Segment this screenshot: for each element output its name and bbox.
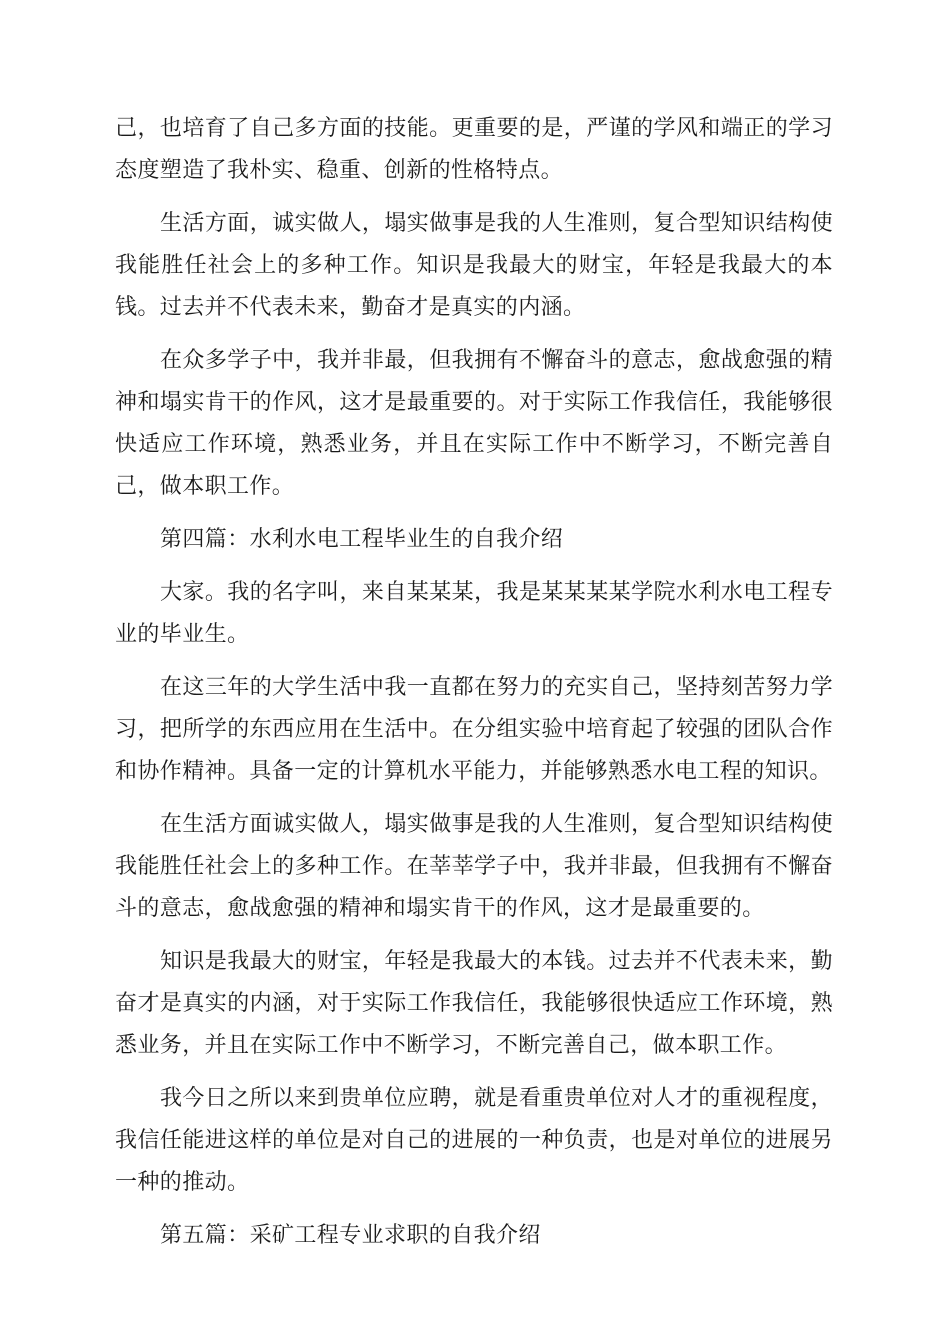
paragraph-continuation: 己，也培育了自己多方面的技能。更重要的是，严谨的学风和端正的学习态度塑造了我朴实、稳重、创新的性格特点。 [115, 116, 833, 183]
section-heading-part-five: 第五篇：采矿工程专业求职的自我介绍 [160, 1223, 541, 1248]
document-body [115, 108, 833, 1268]
section-heading-part-four: 第四篇：水利水电工程毕业生的自我介绍 [160, 527, 564, 552]
paragraph-among-students: 在众多学子中，我并非最，但我拥有不懈奋斗的意志，愈战愈强的精神和塌实肯干的作风，这才是最重要的。对于实际工作我信任，我能够很快适应工作环境，熟悉业务，并且在实际工作中不断学习，不断完善自己，做本职工作。 [115, 348, 833, 499]
paragraph-knowledge-wealth: 知识是我最大的财宝，年轻是我最大的本钱。过去并不代表未来，勤奋才是真实的内涵，对于实际工作我信任，我能够很快适应工作环境，熟悉业务，并且在实际工作中不断学习，不断完善自己，做本职工作。 [115, 949, 833, 1058]
paragraph-university-life: 在这三年的大学生活中我一直都在努力的充实自己，坚持刻苦努力学习，把所学的东西应用在生活中。在分组实验中培育起了较强的团队合作和协作精神。具备一定的计算机水平能力，并能够熟悉水电工程的知识。 [115, 675, 833, 784]
paragraph-greeting: 大家。我的名字叫，来自某某某，我是某某某某学院水利水电工程专业的毕业生。 [115, 580, 833, 647]
paragraph-life-principles: 生活方面，诚实做人，塌实做事是我的人生准则，复合型知识结构使我能胜任社会上的多种工作。知识是我最大的财宝，年轻是我最大的本钱。过去并不代表未来，勤奋才是真实的内涵。 [115, 211, 833, 320]
paragraph-life-aspect: 在生活方面诚实做人，塌实做事是我的人生准则，复合型知识结构使我能胜任社会上的多种工作。在莘莘学子中，我并非最，但我拥有不懈奋斗的意志，愈战愈强的精神和塌实肯干的作风，这才是最重要的。 [115, 812, 833, 921]
paragraph-application-reason: 我今日之所以来到贵单位应聘，就是看重贵单位对人才的重视程度，我信任能进这样的单位是对自己的进展的一种负责，也是对单位的进展另一种的推动。 [115, 1086, 833, 1195]
